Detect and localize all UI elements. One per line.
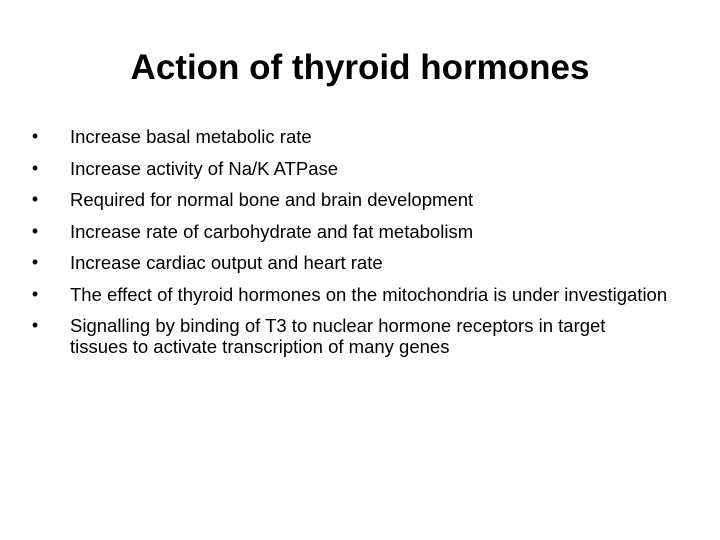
slide-title: Action of thyroid hormones [130,48,590,87]
bullet-icon: • [31,126,39,146]
list-item [28,252,668,273]
bullet-icon: • [31,189,39,209]
bullet-text: Increase cardiac output and heart rate [70,252,383,273]
bullet-icon: • [31,283,39,304]
list-item [28,126,668,147]
bullet-list [28,126,668,368]
bullet-text: Increase basal metabolic rate [70,126,312,147]
list-item [28,158,668,179]
bullet-text: Increase activity of Na/K ATPase [70,157,339,179]
list-item [28,315,668,357]
list-item [28,284,668,305]
bullet-icon: • [31,157,39,178]
list-item [28,221,668,242]
bullet-text: Increase rate of carbohydrate and fat metabolism [70,220,474,242]
bullet-text: Signalling by binding of T3 to nuclear hormone receptors in target tissues to activate transcription of many genes [70,315,606,357]
bullet-text: The effect of thyroid hormones on the mitochondria is under investigation [70,283,668,305]
bullet-icon: • [31,220,39,241]
bullet-text: Required for normal bone and brain development [70,189,474,210]
bullet-icon: • [31,252,39,272]
bullet-icon: • [31,315,39,335]
list-item [28,189,668,210]
